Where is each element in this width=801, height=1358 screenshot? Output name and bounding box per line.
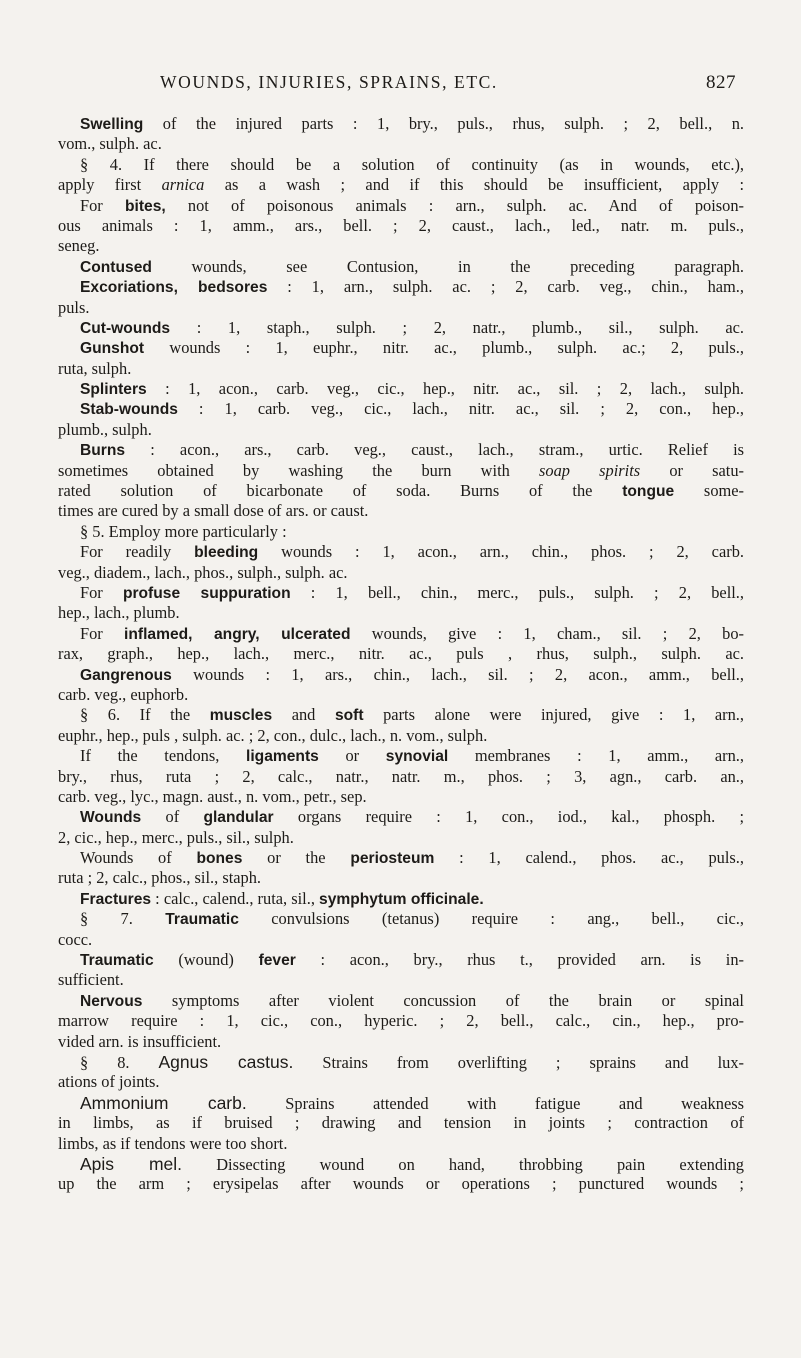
text-line — [58, 481, 744, 501]
text-line — [58, 848, 744, 868]
text-run: veg., diadem., lach., phos., sulph., sulph. ac. — [58, 562, 348, 582]
text-run: symptoms after violent concussion of the brain or spinal — [142, 990, 744, 1010]
text-run: or the — [242, 848, 351, 868]
text-run: convulsions (tetanus) require : ang., bell., cic., — [238, 909, 744, 929]
text-line — [58, 583, 744, 603]
text-line — [58, 420, 744, 440]
text-line — [58, 277, 744, 297]
text-line — [58, 399, 744, 419]
text-line — [58, 665, 744, 685]
text-line — [58, 501, 744, 521]
text-line — [58, 1032, 744, 1052]
text-run: not of poisonous animals : arn., sulph. ac. And of poison- — [165, 195, 744, 215]
text-line — [58, 440, 744, 460]
text-run: apply first — [58, 175, 162, 195]
text-run: If the tendons, — [80, 746, 247, 766]
text-run: § 7. — [80, 909, 166, 929]
text-run: Wounds of — [80, 848, 197, 868]
text-run: limbs, as if tendons were too short. — [58, 1133, 288, 1153]
text-run: parts alone were injured, give : 1, arn., — [363, 705, 744, 725]
text-run: : 1, acon., carb. veg., cic., hep., nitr. ac., sil. ; 2, lach., sulph. — [146, 379, 744, 399]
text-run: puls. — [58, 297, 90, 317]
text-run: : 1, arn., sulph. ac. ; 2, carb. veg., chin., ham., — [267, 277, 745, 297]
remedy-heading: Apis mel. — [80, 1153, 183, 1174]
text-run: vided arn. is insufficient. — [58, 1031, 222, 1051]
text-run: vom., sulph. ac. — [58, 134, 162, 154]
text-run: sometimes obtained by washing the burn with — [58, 460, 539, 480]
text-line — [58, 359, 744, 379]
text-run: : 1, carb. veg., cic., lach., nitr. ac., sil. ; 2, con., hep., — [177, 399, 744, 419]
text-run: wounds, see Contusion, in the preceding paragraph. — [151, 256, 744, 276]
text-run: as a wash ; and if this should be insufficient, apply : — [204, 175, 744, 195]
italic-term: arnica — [161, 175, 205, 195]
bold-term: Contused — [80, 258, 152, 276]
running-header — [0, 72, 801, 96]
bold-term: soft — [334, 707, 364, 725]
text-line — [58, 1052, 744, 1072]
text-line — [58, 236, 744, 256]
text-run: : acon., bry., rhus t., provided arn. is in- — [295, 950, 744, 970]
text-line — [58, 155, 744, 175]
bold-term: glandular — [203, 809, 274, 827]
text-line — [58, 930, 744, 950]
text-run: in limbs, as if bruised ; drawing and tension in joints ; contraction of — [58, 1113, 744, 1133]
text-line — [58, 1154, 744, 1174]
bold-term: ligaments — [246, 748, 319, 766]
text-line — [58, 1113, 744, 1133]
text-line — [58, 1011, 744, 1031]
bold-term: Fractures — [80, 890, 152, 908]
text-line — [58, 196, 744, 216]
text-line — [58, 318, 744, 338]
text-line — [58, 889, 744, 909]
text-run: 2, cic., hep., merc., puls., sil., sulph. — [58, 827, 294, 847]
text-run: wounds : 1, acon., arn., chin., phos. ; 2, carb. — [258, 542, 744, 562]
text-line — [58, 542, 744, 562]
text-line — [58, 379, 744, 399]
text-run: plumb., sulph. — [58, 419, 152, 439]
text-run: seneg. — [58, 236, 100, 256]
text-line — [58, 1093, 744, 1113]
text-run: bry., rhus, ruta ; 2, calc., natr., natr. m., phos. ; 3, agn., carb. an., — [58, 766, 744, 786]
text-run: § 4. If there should be a solution of continuity (as in wounds, etc.), — [80, 154, 744, 174]
bold-term: symphytum officinale. — [319, 890, 484, 908]
text-line — [58, 563, 744, 583]
text-line — [58, 991, 744, 1011]
bold-term: Excoriations, bedsores — [80, 279, 268, 297]
text-run: For — [80, 623, 125, 643]
bold-term: Splinters — [80, 381, 147, 399]
text-run: wounds : 1, ars., chin., lach., sil. ; 2, acon., amm., bell., — [171, 664, 744, 684]
text-line — [58, 685, 744, 705]
bold-term: Traumatic — [165, 911, 239, 929]
text-line — [58, 909, 744, 929]
italic-term: soap spirits — [539, 460, 641, 480]
text-line — [58, 114, 744, 134]
text-line — [58, 705, 744, 725]
text-run: § 5. Employ more particularly : — [80, 521, 287, 541]
text-run: : calc., calend., ruta, sil., — [151, 888, 320, 908]
text-run: of the injured parts : 1, bry., puls., rhus, sulph. ; 2, bell., n. — [143, 114, 744, 133]
text-line — [58, 298, 744, 318]
text-run: times are cured by a small dose of ars. or caust. — [58, 501, 369, 521]
text-line — [58, 134, 744, 154]
text-line — [58, 1134, 744, 1154]
text-run: carb. veg., euphorb. — [58, 684, 189, 704]
text-line — [58, 175, 744, 195]
text-line — [58, 257, 744, 277]
text-line — [58, 216, 744, 236]
text-line — [58, 603, 744, 623]
running-title: WOUNDS, INJURIES, SPRAINS, ETC. — [160, 72, 498, 92]
bold-term: Stab-wounds — [80, 401, 178, 419]
text-run: rated solution of bicarbonate of soda. Burns of the — [58, 481, 623, 501]
text-run: : acon., ars., carb. veg., caust., lach., stram., urtic. Relief is — [125, 440, 744, 460]
bold-term: periosteum — [350, 850, 435, 868]
text-run: sufficient. — [58, 970, 124, 990]
bold-term: Wounds — [80, 809, 142, 827]
text-line — [58, 461, 744, 481]
bold-term: profuse suppuration — [122, 584, 291, 602]
text-run: § 6. If the — [80, 705, 210, 725]
text-run: : 1, bell., chin., merc., puls., sulph. ; 2, bell., — [290, 582, 744, 602]
text-run: rax, graph., hep., lach., merc., nitr. ac., puls , rhus, sulph., sulph. ac. — [58, 644, 744, 664]
bold-term: Gunshot — [80, 340, 145, 358]
remedy-heading: Agnus castus. — [158, 1051, 294, 1072]
text-line — [58, 970, 744, 990]
text-run: wounds, give : 1, cham., sil. ; 2, bo- — [350, 623, 745, 643]
remedy-heading: Ammonium carb. — [80, 1092, 247, 1113]
text-run: : 1, calend., phos. ac., puls., — [434, 848, 744, 868]
text-line — [58, 1072, 744, 1092]
text-line — [58, 868, 744, 888]
bold-term: fever — [258, 952, 296, 970]
text-run: For readily — [80, 542, 195, 562]
text-line — [58, 787, 744, 807]
text-run: ruta ; 2, calc., phos., sil., staph. — [58, 868, 262, 888]
bold-term: Swelling — [80, 116, 144, 133]
text-run: Sprains attended with fatigue and weakness — [246, 1093, 744, 1113]
bold-term: Cut-wounds — [80, 319, 171, 337]
bold-term: Burns — [80, 442, 126, 460]
text-line — [58, 746, 744, 766]
text-run: ruta, sulph. — [58, 358, 132, 378]
text-run: euphr., hep., puls , sulph. ac. ; 2, con., dulc., lach., n. vom., sulph. — [58, 725, 488, 745]
text-run: carb. veg., lyc., magn. aust., n. vom., petr., sep. — [58, 786, 367, 806]
text-run: cocc. — [58, 929, 93, 949]
bold-term: tongue — [622, 483, 675, 501]
text-run: wounds : 1, euphr., nitr. ac., plumb., sulph. ac.; 2, puls., — [144, 338, 744, 358]
text-line — [58, 950, 744, 970]
text-run: of — [141, 807, 204, 827]
text-line — [58, 807, 744, 827]
text-line — [58, 338, 744, 358]
bold-term: synovial — [385, 748, 449, 766]
text-run: hep., lach., plumb. — [58, 603, 180, 623]
bold-term: bones — [196, 850, 243, 868]
body-text — [58, 114, 744, 1195]
bold-term: Nervous — [80, 992, 143, 1010]
text-line — [58, 644, 744, 664]
text-run: organs require : 1, con., iod., kal., phosph. ; — [273, 807, 745, 827]
text-line — [58, 522, 744, 542]
text-run: Dissecting wound on hand, throbbing pain extending — [182, 1154, 744, 1174]
bold-term: Traumatic — [80, 952, 154, 970]
text-run: up the arm ; erysipelas after wounds or operations ; punctured wounds ; — [58, 1174, 744, 1194]
text-line — [58, 767, 744, 787]
text-line — [58, 726, 744, 746]
text-run: and — [272, 705, 335, 725]
text-run: or — [318, 746, 386, 766]
text-run: marrow require : 1, cic., con., hyperic. ; 2, bell., calc., cin., hep., pro- — [58, 1011, 744, 1031]
bold-term: muscles — [209, 707, 273, 725]
text-run: some- — [674, 481, 744, 501]
bold-term: inflamed, angry, ulcerated — [124, 625, 351, 643]
bold-term: Gangrenous — [80, 666, 172, 684]
text-run: For — [80, 195, 125, 215]
text-run: (wound) — [153, 950, 259, 970]
text-run: For — [80, 582, 123, 602]
text-run: or satu- — [640, 460, 745, 480]
text-run: Strains from overlifting ; sprains and lux- — [293, 1052, 744, 1072]
text-line — [58, 624, 744, 644]
text-line — [58, 828, 744, 848]
bold-term: bites, — [124, 197, 166, 215]
text-line — [58, 1174, 744, 1194]
text-run: § 8. — [80, 1052, 159, 1072]
text-run: ous animals : 1, amm., ars., bell. ; 2, caust., lach., led., natr. m. puls., — [58, 215, 744, 235]
text-run: membranes : 1, amm., arn., — [448, 746, 744, 766]
text-run: ations of joints. — [58, 1072, 160, 1092]
bold-term: bleeding — [194, 544, 259, 562]
text-run: : 1, staph., sulph. ; 2, natr., plumb., sil., sulph. ac. — [170, 317, 744, 337]
page-number: 827 — [706, 72, 736, 93]
